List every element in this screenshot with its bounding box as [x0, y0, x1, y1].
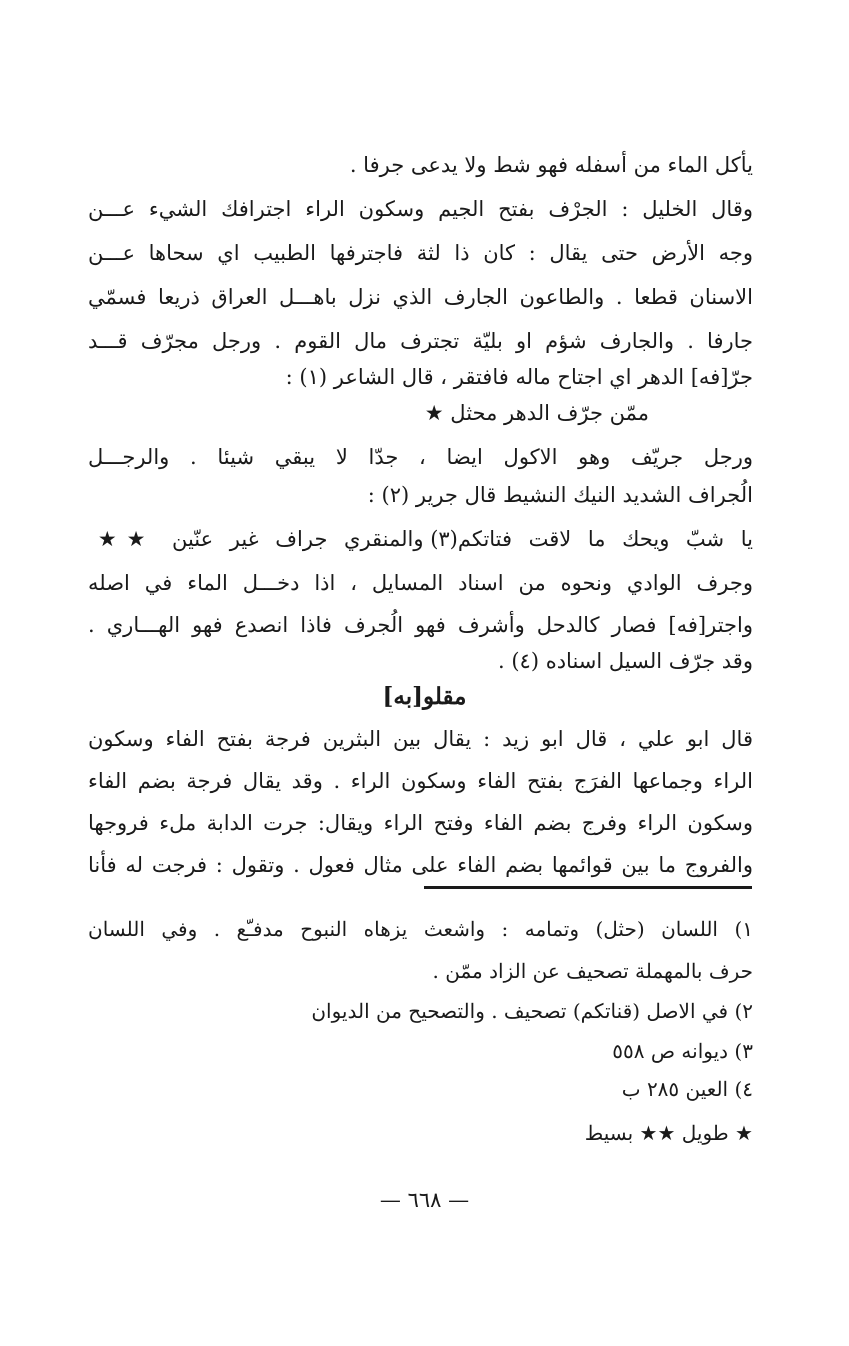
verse-line-2: يا شبّ ويحك ما لاقت فتاتكم(٣) والمنقري جراف غير عنّين ★★: [88, 527, 753, 551]
meter-key: ★ طويل ★★ بسيط: [584, 1121, 753, 1145]
body-line-12: قال ابو علي ، قال ابو زيد : يقال بين البثرين فرجة بفتح الفاء وسكون: [88, 727, 753, 751]
section-heading: مقلو[به]: [382, 683, 467, 710]
body-line-2: وقال الخليل : الجرْف بفتح الجيم وسكون الراء اجترافك الشيء عـــن: [88, 197, 753, 221]
body-line-14: وسكون الراء وفرج بضم الفاء وفتح الراء ويقال: جرت الدابة ملء فروجها: [88, 811, 753, 835]
body-line-6: جرّ[فه] الدهر اي اجتاح ماله فافتقر ، قال الشاعر (١) :: [285, 365, 753, 389]
footnote-divider: [424, 886, 752, 889]
body-line-9: وجرف الوادي ونحوه من اسناد المسايل ، اذا دخـــل الماء في اصله: [88, 571, 753, 595]
body-line-3: وجه الأرض حتى يقال : كان ذا لثة فاجترفها الطبيب اي سحاها عـــن: [88, 241, 753, 265]
body-line-4: الاسنان قطعا . والطاعون الجارف الذي نزل باهـــل العراق ذريعا فسمّي: [88, 285, 753, 309]
body-line-7: ورجل جريّف وهو الاكول ايضا ، جدّا لا يبقي شيئا . والرجـــل: [88, 445, 754, 469]
page-number: — ٦٦٨ —: [379, 1188, 470, 1212]
body-line-15: والفروج ما بين قوائمها بضم الفاء على مثال فعول . وتقول : فرجت له فأنا: [88, 853, 753, 877]
footnote-3: ٣) ديوانه ص ٥٥٨: [612, 1039, 753, 1063]
body-line-10: واجتر[فه] فصار كالدحل وأشرف فهو الُجرف فاذا انصدع فهو الهـــاري .: [88, 613, 753, 637]
footnote-4: ٤) العين ٢٨٥ ب: [621, 1077, 753, 1101]
footnote-1-continued: حرف بالمهملة تصحيف عن الزاد ممّن .: [432, 959, 753, 983]
footnote-1: ١) اللسان (حثل) وتمامه : واشعث يزهاه النبوح مدفـّع . وفي اللسان: [88, 917, 753, 941]
body-line-13: الراء وجماعها الفرَج بفتح الفاء وسكون الراء . وقد يقال فرجة بضم الفاء: [88, 769, 753, 793]
body-line-5: جارفا . والجارف شؤم او بليّة تجترف مال القوم . ورجل مجرّف قـــد: [88, 329, 753, 353]
footnote-2: ٢) في الاصل (قناتكم) تصحيف . والتصحيح من الديوان: [311, 999, 753, 1023]
body-line-11: وقد جرّف السيل اسناده (٤) .: [498, 649, 753, 673]
body-line-8: الُجراف الشديد النيك النشيط قال جرير (٢) :: [367, 483, 753, 507]
verse-line-1: ممّن جرّف الدهر محثل ★: [424, 401, 649, 425]
body-line-1: يأكل الماء من أسفله فهو شط ولا يدعى جرفا .: [349, 153, 753, 177]
